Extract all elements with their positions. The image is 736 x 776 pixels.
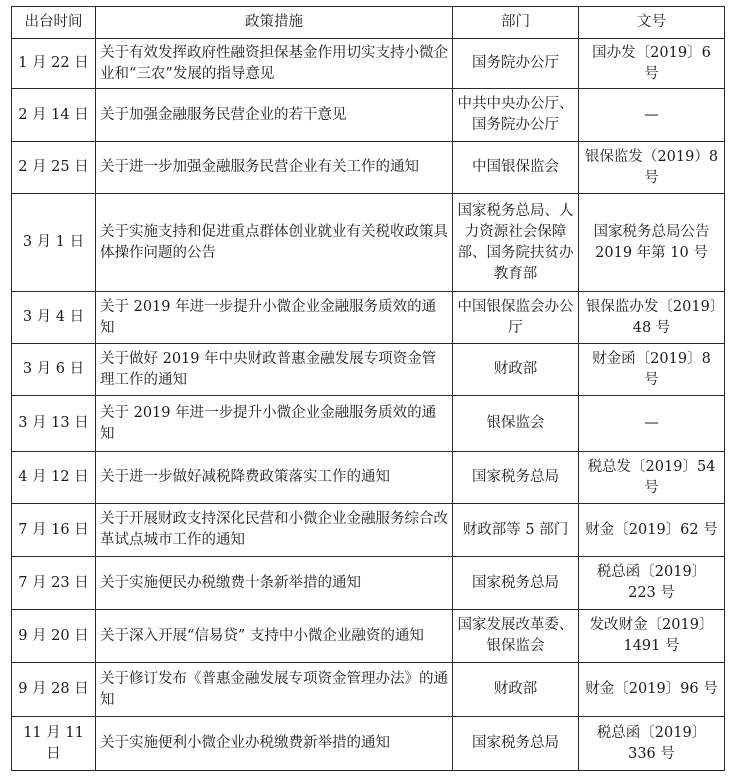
cell-policy: 关于 2019 年进一步提升小微企业金融服务质效的通知 (96, 292, 453, 344)
table-row (12, 557, 725, 610)
cell-policy: 关于进一步加强金融服务民营企业有关工作的通知 (96, 142, 453, 194)
cell-department: 国家税务总局 (453, 452, 579, 504)
policy-table (11, 6, 725, 771)
cell-date: 3 月 1 日 (12, 194, 96, 292)
table-row (12, 452, 725, 504)
cell-department: 国家税务总局 (453, 557, 579, 610)
cell-date: 3 月 4 日 (12, 292, 96, 344)
cell-doc-number: — (579, 396, 725, 452)
header-department: 部门 (453, 7, 579, 39)
cell-department: 国家税务总局、人力资源社会保障部、国务院扶贫办教育部 (453, 194, 579, 292)
cell-department: 财政部 (453, 344, 579, 396)
cell-doc-number: 税总函〔2019〕223 号 (579, 557, 725, 610)
cell-date: 7 月 16 日 (12, 504, 96, 557)
cell-policy: 关于 2019 年进一步提升小微企业金融服务质效的通知 (96, 396, 453, 452)
cell-department: 国务院办公厅 (453, 39, 579, 89)
cell-department: 中国银保监会 (453, 142, 579, 194)
cell-doc-number: — (579, 89, 725, 142)
cell-policy: 关于实施支持和促进重点群体创业就业有关税收政策具体操作问题的公告 (96, 194, 453, 292)
header-doc-number: 文号 (579, 7, 725, 39)
cell-date: 9 月 20 日 (12, 610, 96, 663)
cell-department: 中国银保监会办公厅 (453, 292, 579, 344)
cell-policy: 关于实施便利小微企业办税缴费新举措的通知 (96, 717, 453, 771)
table-row (12, 504, 725, 557)
cell-doc-number: 税总发〔2019〕54 号 (579, 452, 725, 504)
cell-policy: 关于开展财政支持深化民营和小微企业金融服务综合改革试点城市工作的通知 (96, 504, 453, 557)
cell-department: 银保监会 (453, 396, 579, 452)
cell-department: 国家发展改革委、银保监会 (453, 610, 579, 663)
header-policy: 政策措施 (96, 7, 453, 39)
table-row (12, 717, 725, 771)
cell-doc-number: 财金〔2019〕62 号 (579, 504, 725, 557)
cell-doc-number: 财金函〔2019〕8 号 (579, 344, 725, 396)
cell-department: 财政部 (453, 663, 579, 717)
cell-date: 2 月 25 日 (12, 142, 96, 194)
cell-department: 中共中央办公厅、国务院办公厅 (453, 89, 579, 142)
policy-table-container (11, 6, 724, 771)
cell-department: 财政部等 5 部门 (453, 504, 579, 557)
cell-date: 9 月 28 日 (12, 663, 96, 717)
table-row (12, 663, 725, 717)
cell-date: 2 月 14 日 (12, 89, 96, 142)
cell-policy: 关于做好 2019 年中央财政普惠金融发展专项资金管理工作的通知 (96, 344, 453, 396)
cell-date: 3 月 6 日 (12, 344, 96, 396)
cell-doc-number: 税总函〔2019〕336 号 (579, 717, 725, 771)
cell-doc-number: 国家税务总局公告 2019 年第 10 号 (579, 194, 725, 292)
table-row (12, 89, 725, 142)
cell-policy: 关于修订发布《普惠金融发展专项资金管理办法》的通知 (96, 663, 453, 717)
cell-date: 1 月 22 日 (12, 39, 96, 89)
table-row (12, 39, 725, 89)
cell-policy: 关于有效发挥政府性融资担保基金作用切实支持小微企业和“三农”发展的指导意见 (96, 39, 453, 89)
table-row (12, 610, 725, 663)
cell-policy: 关于深入开展“信易贷” 支持中小微企业融资的通知 (96, 610, 453, 663)
cell-policy: 关于加强金融服务民营企业的若干意见 (96, 89, 453, 142)
cell-doc-number: 国办发〔2019〕6 号 (579, 39, 725, 89)
table-row (12, 344, 725, 396)
cell-policy: 关于进一步做好减税降费政策落实工作的通知 (96, 452, 453, 504)
table-header-row (12, 7, 725, 39)
table-row (12, 194, 725, 292)
table-row (12, 292, 725, 344)
header-date: 出台时间 (12, 7, 96, 39)
table-row (12, 396, 725, 452)
cell-policy: 关于实施便民办税缴费十条新举措的通知 (96, 557, 453, 610)
cell-doc-number: 银保监办发〔2019〕48 号 (579, 292, 725, 344)
cell-department: 国家税务总局 (453, 717, 579, 771)
cell-date: 4 月 12 日 (12, 452, 96, 504)
cell-date: 11 月 11 日 (12, 717, 96, 771)
cell-doc-number: 发改财金〔2019〕1491 号 (579, 610, 725, 663)
cell-doc-number: 银保监发（2019）8 号 (579, 142, 725, 194)
cell-date: 7 月 23 日 (12, 557, 96, 610)
cell-date: 3 月 13 日 (12, 396, 96, 452)
table-row (12, 142, 725, 194)
cell-doc-number: 财金〔2019〕96 号 (579, 663, 725, 717)
